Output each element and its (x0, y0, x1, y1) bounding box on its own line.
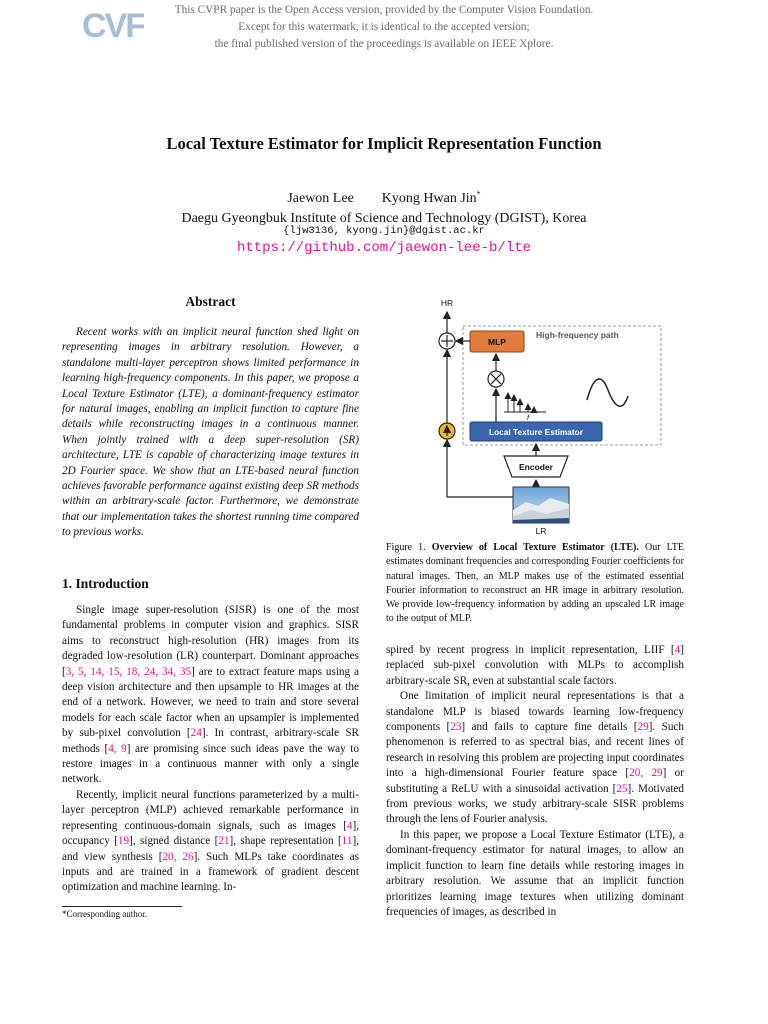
abstract-paragraph: Recent works with an implicit neural function shed light on representing images in arbitrary resolution. However, a standalone multi-layer perceptron shows limited performance in learning high-frequency components. In this paper, we propose a Local Texture Estimator (LTE), a dominant-frequency estimator for natural images, enabling an implicit function to capture fine details while reconstructing images in a continuous manner. When jointly trained with a deep super-resolution (SR) architecture, LTE is capable of characterizing image textures in 2D Fourier space. We show that an LTE-based neural function achieves favorable performance against existing deep SR methods within an arbitrary-scale factor. Furthermore, we demonstrate that our implementation takes the shortest running time compared to previous works. (62, 326, 359, 539)
section-heading: 1. Introduction (62, 576, 149, 591)
figure-1-diagram (386, 292, 684, 538)
footnote-rule (62, 906, 182, 907)
lte-label: Local Texture Estimator (489, 427, 583, 437)
affiliation: Daegu Gyeongbuk Institute of Science and Technology (DGIST), Korea (181, 210, 587, 226)
citation-link[interactable]: 4 (674, 644, 681, 656)
intro-paragraph-5: In this paper, we propose a Local Texture Estimator (LTE), a dominant-frequency estimator for natural images, to allow an implicit function to learn fine details while restoring images in arbitrary resolution. We assume that an implicit function prioritizes learning image textures when utilizing dominant frequencies of images, as described in (386, 828, 684, 918)
author-name: Jaewon Lee (287, 190, 354, 206)
intro-left-column (62, 603, 359, 896)
citation-link[interactable]: 20, 26 (162, 850, 194, 863)
encoder-label: Encoder (518, 462, 554, 472)
high-frequency-path-label: High-frequency path (536, 330, 619, 340)
hr-label: HR (440, 298, 454, 308)
citation-link[interactable]: 4, 9 (108, 742, 127, 755)
caption-title: Overview of Local Texture Estimator (LTE). (431, 542, 639, 553)
watermark-line-3: the final published version of the proceedings is available on IEEE Xplore. (214, 38, 554, 50)
lr-image (513, 487, 569, 523)
citation-link[interactable]: 3, 5, 14, 15, 18, 24, 34, 35 (65, 665, 192, 678)
intro-paragraph-4: One limitation of implicit neural representations is that a standalone MLP is biased towards learning low-frequency components [23] and fails to capture fine details [29]. Such phenomenon is referred to as spectral bias, and recent lines of research in resolving this problem are projecting input coordinates into a high-dimensional Fourier feature space [20, 29] or substituting a ReLU with a sinusoidal activation [25]. Motivated from previous works, we study arbitrary-scale SISR problems through the lens of Fourier analysis. (386, 690, 685, 826)
frequency-spectrum-icon (504, 393, 546, 412)
github-link[interactable]: https://github.com/jaewon-lee-b/lte (236, 240, 532, 256)
citation-link[interactable]: 19 (117, 835, 130, 848)
mlp-label: MLP (488, 337, 506, 347)
watermark-line-1: This CVPR paper is the Open Access version, provided by the Computer Vision Foundation. (174, 4, 594, 16)
citation-link[interactable]: 29 (637, 721, 649, 734)
intro-paragraph-1: Single image super-resolution (SISR) is one of the most fundamental problems in computer vision and graphics. SISR aims to reconstruct high-resolution (HR) images from its degraded low-resolution (LR) counterpart. Dominant approaches [3, 5, 14, 15, 18, 24, 34, 35] are to extract feature maps using a deep vision architecture and then upsample to HR images at the end of a network. However, we need to train and store several models for each scale factor when an upsampler is implemented by sub-pixel convolution [24]. In contrast, arbitrary-scale SR methods [4, 9] are promising since such ideas pave the way to restore images in a continuous manner with only a single network. (62, 604, 360, 786)
figure-caption (386, 541, 684, 627)
svg-text:CVF: CVF (82, 7, 144, 44)
intro-right-column (386, 643, 684, 920)
citation-link[interactable]: 24 (190, 727, 202, 740)
abstract-heading: Abstract (185, 294, 236, 309)
sine-wave-icon (587, 379, 628, 406)
footnote: *Corresponding author. (62, 909, 147, 919)
lr-label: LR (535, 526, 547, 536)
citation-link[interactable]: 11 (341, 835, 353, 848)
citation-link[interactable]: 20, 29 (629, 767, 663, 780)
author-email: {ljw3136, kyong.jin}@dgist.ac.kr (283, 225, 485, 237)
corresponding-mark: * (476, 189, 481, 198)
citation-link[interactable]: 23 (450, 721, 462, 734)
abstract-text (62, 325, 359, 541)
intro-paragraph-3: spired by recent progress in implicit representation, LIIF [4] replaced sub-pixel convolution with MLPs to accomplish arbitrary-scale SR, even at substantial scale factors. (386, 644, 684, 687)
paper-title: Local Texture Estimator for Implicit Representation Function (166, 134, 602, 153)
citation-link[interactable]: 21 (218, 835, 230, 848)
caption-prefix: Figure 1. (386, 542, 426, 553)
cvf-logo-icon (80, 4, 144, 44)
citation-link[interactable]: 25 (616, 782, 628, 795)
author-block (0, 184, 768, 229)
author-name: Kyong Hwan Jin* (381, 189, 481, 206)
watermark-line-2: Except for this watermark, it is identical to the accepted version; (238, 21, 530, 33)
intro-paragraph-2: Recently, implicit neural functions parameterized by a multi-layer perceptron (MLP) achieved remarkable performance in representing continuous-domain signals, such as images [4], occupancy [19], signed distance [21], shape representation [11], and view synthesis [20, 26]. Such MLPs take coordinates as inputs and are trained in a framework of gradient descent optimization and machine learning. In- (62, 788, 359, 894)
citation-link[interactable]: 4 (346, 819, 353, 832)
frequency-label: f (527, 413, 530, 422)
caption-text: Our LTE estimates dominant frequencies and corresponding Fourier coefficients for natural images. Then, an MLP makes use of the estimated essential Fourier information to reconstruct an HR image in arbitrary resolution. We provide low-frequency information by adding an upscaled LR image to the output of MLP. (386, 542, 685, 625)
